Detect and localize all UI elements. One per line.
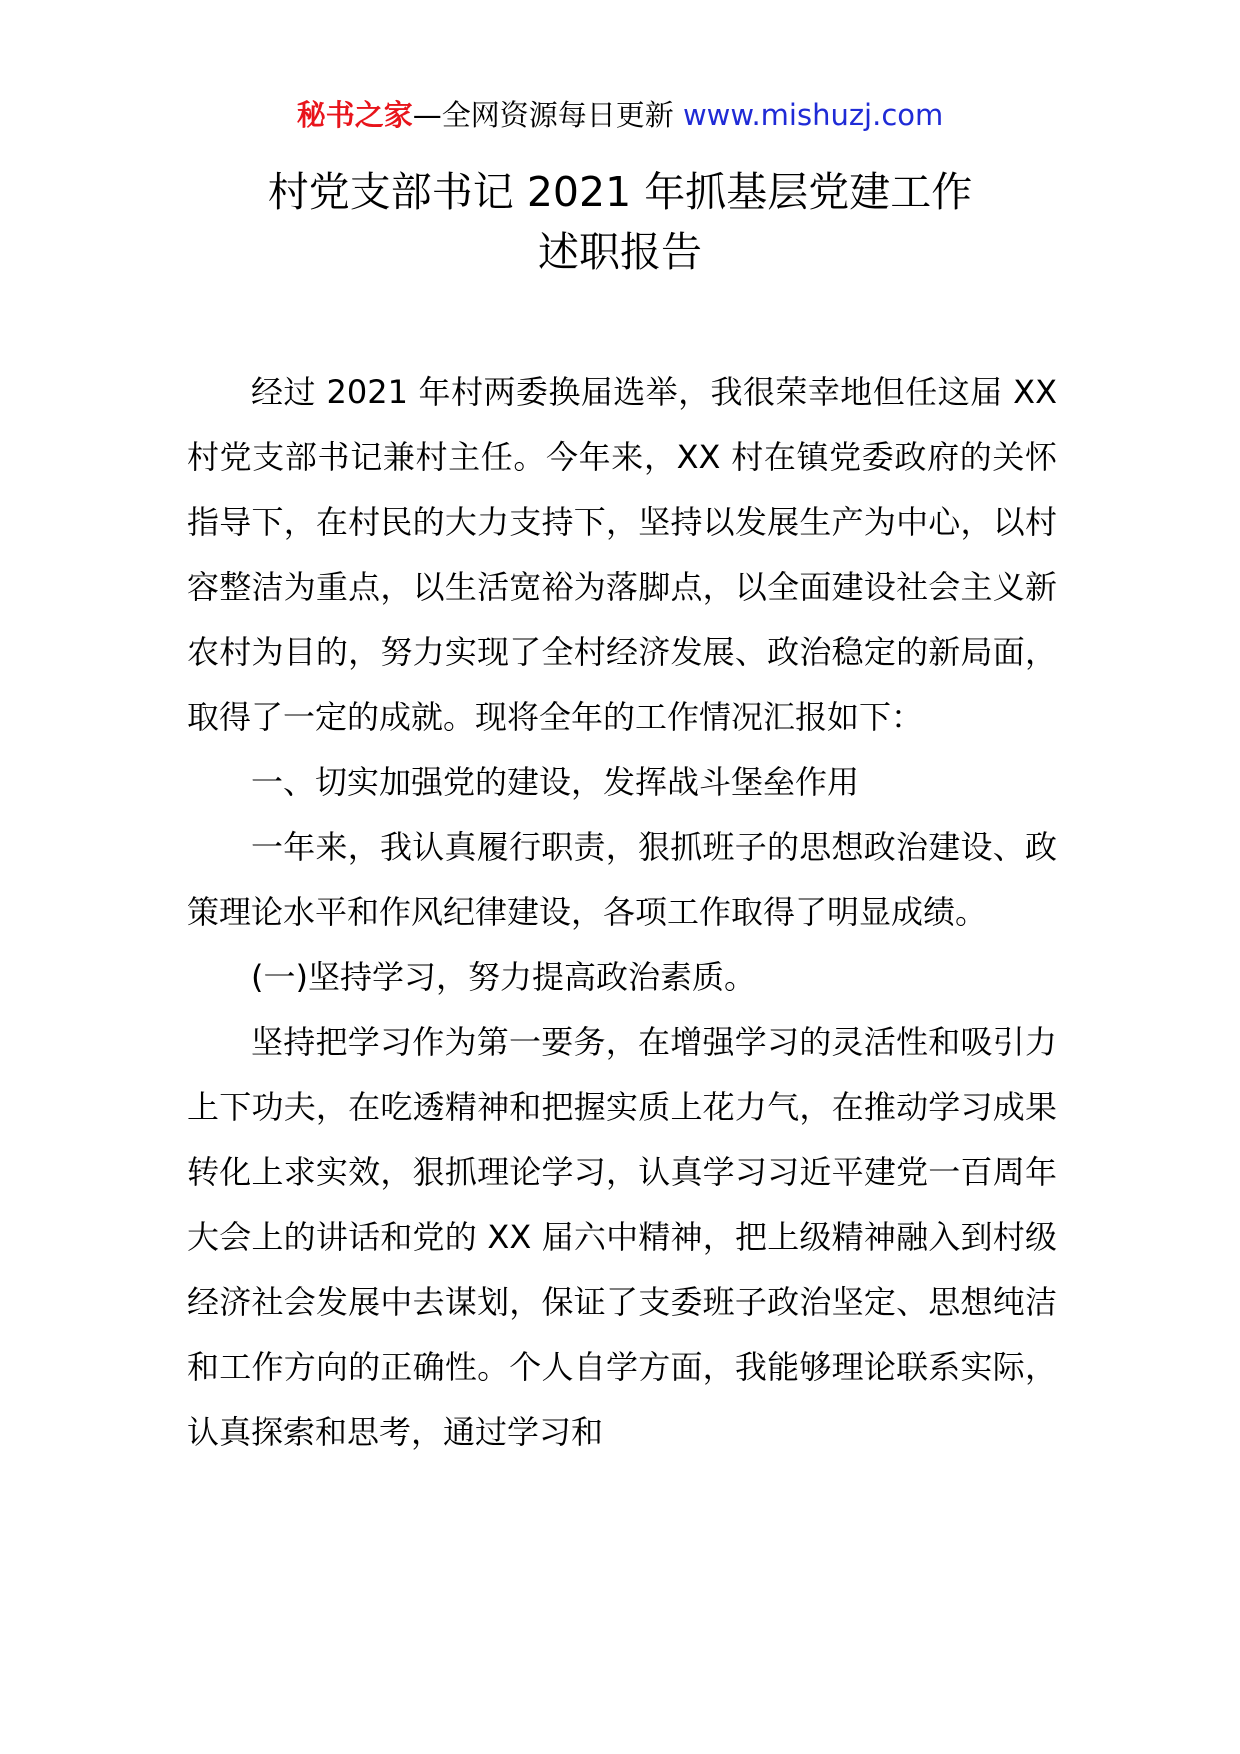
subsection-heading-1: (一)坚持学习，努力提高政治素质。 (251, 958, 756, 996)
document-title-line-1: 村党支部书记 2021 年抓基层党建工作 (267, 168, 973, 216)
document-body (187, 360, 1057, 1465)
site-url-link[interactable]: www.mishuzj.com (682, 98, 944, 132)
document-title-line-2: 述职报告 (538, 228, 702, 276)
section-heading-1: 一、切实加强党的建设，发挥战斗堡垒作用 (251, 763, 860, 801)
paragraph-section-1: 一年来，我认真履行职责，狠抓班子的思想政治建设、政策理论水平和作风纪律建设，各项工作取得了明显成绩。 (187, 828, 1057, 931)
paragraph-intro: 经过 2021 年村两委换届选举，我很荣幸地但任这届 XX 村党支部书记兼村主任。今年来，XX 村在镇党委政府的关怀指导下，在村民的大力支持下，坚持以发展生产为中心，以村容整洁为重点，以生活宽裕为落脚点，以全面建设社会主义新农村为目的，努力实现了全村经济发展、政治稳定的新局面，取得了一定的成就。现将全年的工作情况汇报如下： (187, 373, 1057, 736)
document-title (0, 162, 1240, 282)
site-brand: 秘书之家 (296, 98, 413, 132)
paragraph-subsection-1: 坚持把学习作为第一要务，在增强学习的灵活性和吸引力上下功夫，在吃透精神和把握实质上花力气，在推动学习成果转化上求实效，狠抓理论学习，认真学习习近平建党一百周年大会上的讲话和党的 XX 届六中精神，把上级精神融入到村级经济社会发展中去谋划，保证了支委班子政治坚定、思想纯洁和工作方向的正确性。个人自学方面，我能够理论联系实际，认真探索和思考，通过学习和 (187, 1023, 1057, 1451)
site-header (0, 95, 1240, 135)
site-tagline: —全网资源每日更新 (412, 98, 683, 132)
